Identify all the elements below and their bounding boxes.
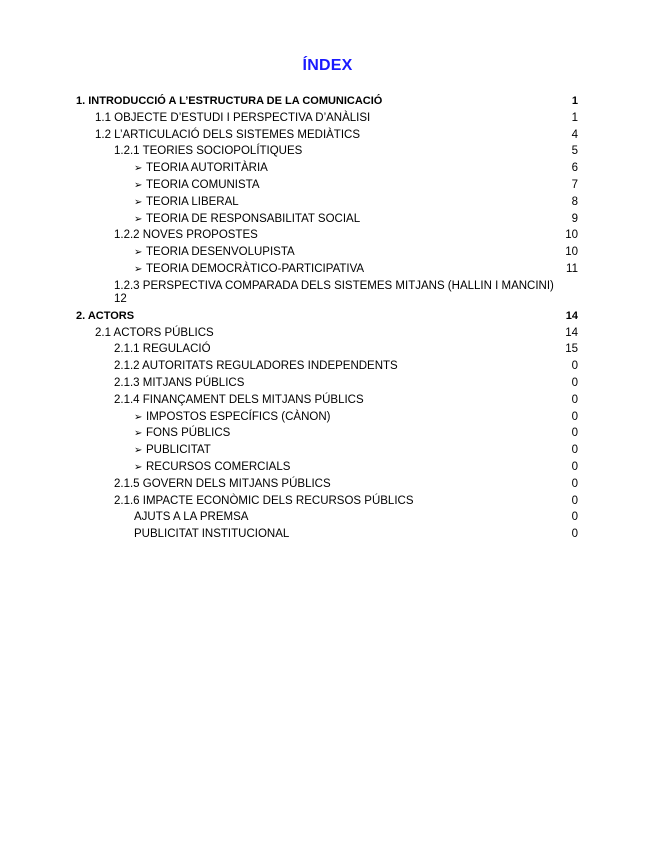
toc-entry-label [134, 442, 211, 460]
toc-entry-label [134, 261, 364, 279]
toc-entry [76, 143, 578, 160]
toc-entry [76, 476, 578, 493]
toc-entry [76, 442, 578, 459]
toc-entry-page: 0 [571, 460, 578, 473]
toc-entry-label [134, 425, 230, 443]
bullet-arrow-icon: ➢ [134, 263, 143, 275]
toc-entry-text: 1.2.1 TEORIES SOCIOPOLÍTIQUES [114, 145, 303, 158]
toc-entry-label [114, 476, 331, 493]
toc-entry-text: RECURSOS COMERCIALS [146, 460, 291, 473]
toc-entry-page: 0 [571, 444, 578, 457]
toc-entry [76, 325, 578, 342]
toc-entry [76, 244, 578, 261]
toc-entry [76, 526, 578, 543]
toc-entry [76, 308, 578, 325]
toc-entry-page: 7 [571, 178, 578, 191]
toc-entry-text: 1.2 L’ARTICULACIÓ DELS SISTEMES MEDIÀTICS [95, 128, 360, 141]
bullet-arrow-icon: ➢ [134, 247, 143, 259]
toc-entry-text: 2.1.2 AUTORITATS REGULADORES INDEPENDENTS [114, 360, 398, 373]
bullet-arrow-icon: ➢ [134, 163, 143, 175]
toc-entry-label [134, 459, 290, 477]
bullet-arrow-icon: ➢ [134, 179, 143, 191]
toc-entry [76, 409, 578, 426]
toc-entry-text: 1.2.3 PERSPECTIVA COMPARADA DELS SISTEMES MITJANS (HALLIN I MANCINI) [114, 279, 554, 292]
toc-entry-page: 0 [571, 393, 578, 406]
toc-entry [76, 160, 578, 177]
toc-entry-label [134, 409, 330, 427]
toc-entry [76, 110, 578, 127]
toc-entry [76, 211, 578, 228]
toc-entry-label [95, 110, 370, 127]
bullet-arrow-icon: ➢ [134, 461, 143, 473]
toc-entry-page: 0 [571, 477, 578, 490]
toc-entry-text: AJUTS A LA PREMSA [134, 511, 249, 524]
toc-entry-page: 8 [571, 195, 578, 208]
toc-entry-label [114, 143, 302, 160]
toc-entry [76, 358, 578, 375]
bullet-arrow-icon: ➢ [134, 411, 143, 423]
toc-entry-page: 0 [571, 494, 578, 507]
toc-entry-text: IMPOSTOS ESPECÍFICS (CÀNON) [146, 410, 331, 423]
toc-entry-page: 14 [565, 309, 578, 322]
toc-entry-text: 1.1 OBJECTE D’ESTUDI I PERSPECTIVA D’ANÀLISI [95, 111, 371, 124]
toc-entry [76, 278, 578, 308]
table-of-contents [76, 93, 578, 543]
toc-entry-text: 2.1.4 FINANÇAMENT DELS MITJANS PÚBLICS [114, 393, 364, 406]
bullet-arrow-icon: ➢ [134, 196, 143, 208]
toc-entry-page: 0 [571, 360, 578, 373]
toc-entry-page: 0 [571, 427, 578, 440]
toc-entry-label [114, 375, 244, 392]
toc-entry-text: 2.1 ACTORS PÚBLICS [95, 326, 214, 339]
toc-entry [76, 509, 578, 526]
toc-entry-page: 4 [571, 128, 578, 141]
bullet-arrow-icon: ➢ [134, 213, 143, 225]
toc-entry-label [134, 177, 260, 195]
toc-entry [76, 425, 578, 442]
bullet-arrow-icon: ➢ [134, 445, 143, 457]
toc-entry-page: 0 [571, 410, 578, 423]
toc-entry-label [134, 509, 248, 526]
toc-entry-page: 15 [565, 343, 578, 356]
toc-entry-text: PUBLICITAT [146, 444, 211, 457]
toc-entry-label [114, 227, 258, 244]
toc-entry-label [134, 244, 295, 262]
toc-entry-page: 1 [571, 95, 578, 107]
toc-entry-text: 2.1.5 GOVERN DELS MITJANS PÚBLICS [114, 477, 331, 490]
toc-entry-text: 2. ACTORS [76, 309, 135, 322]
toc-entry-text: TEORIA AUTORITÀRIA [146, 162, 268, 175]
toc-entry [76, 459, 578, 476]
toc-entry [76, 177, 578, 194]
toc-entry-text: TEORIA DEMOCRÀTICO-PARTICIPATIVA [146, 262, 365, 275]
toc-entry [76, 227, 578, 244]
toc-entry [76, 341, 578, 358]
toc-entry [76, 194, 578, 211]
toc-entry-label [95, 325, 214, 342]
toc-entry [76, 375, 578, 392]
toc-entry-label [114, 493, 414, 510]
toc-entry-page: 6 [571, 162, 578, 175]
toc-entry [76, 93, 578, 110]
toc-entry-text: 2.1.6 IMPACTE ECONÒMIC DELS RECURSOS PÚBLICS [114, 494, 414, 507]
toc-entry [76, 127, 578, 144]
toc-entry-text: 1. INTRODUCCIÓ A L’ESTRUCTURA DE LA COMUNICACIÓ [76, 95, 383, 107]
toc-entry-page: 11 [566, 262, 578, 275]
toc-entry-text: TEORIA DE RESPONSABILITAT SOCIAL [146, 212, 361, 225]
toc-entry-text: TEORIA DESENVOLUPISTA [146, 246, 295, 259]
toc-entry-label [76, 308, 134, 325]
toc-entry-text: PUBLICITAT INSTITUCIONAL [134, 528, 290, 541]
toc-entry-page: 5 [571, 145, 578, 158]
toc-entry-page: 9 [571, 212, 578, 225]
toc-entry-text: TEORIA LIBERAL [146, 195, 239, 208]
toc-entry-label [114, 278, 554, 295]
toc-entry-page: 10 [565, 229, 578, 242]
bullet-arrow-icon: ➢ [134, 428, 143, 440]
toc-entry-label [134, 160, 268, 178]
toc-entry-text: 2.1.3 MITJANS PÚBLICS [114, 376, 245, 389]
toc-entry [76, 261, 578, 278]
toc-entry-page: 10 [565, 246, 578, 259]
toc-entry [76, 392, 578, 409]
toc-entry-text: TEORIA COMUNISTA [146, 178, 260, 191]
toc-entry-label [114, 341, 211, 358]
index-title: ÍNDEX [302, 57, 353, 74]
toc-entry-page: 0 [571, 528, 578, 541]
toc-entry-label [95, 127, 360, 144]
toc-entry [76, 493, 578, 510]
toc-entry-text: FONS PÚBLICS [146, 427, 231, 440]
toc-entry-label [76, 93, 382, 110]
toc-entry-page: 0 [571, 511, 578, 524]
toc-entry-page: 12 [114, 292, 127, 305]
toc-entry-page: 14 [565, 326, 578, 339]
toc-entry-label [134, 526, 289, 543]
toc-entry-label [114, 358, 398, 375]
toc-entry-label [114, 392, 364, 409]
toc-entry-text: 1.2.2 NOVES PROPOSTES [114, 229, 258, 242]
toc-entry-label [134, 211, 360, 229]
toc-entry-text: 2.1.1 REGULACIÓ [114, 343, 211, 356]
toc-entry-page: 0 [571, 376, 578, 389]
toc-entry-label [134, 194, 239, 212]
toc-entry-page: 1 [571, 111, 578, 124]
